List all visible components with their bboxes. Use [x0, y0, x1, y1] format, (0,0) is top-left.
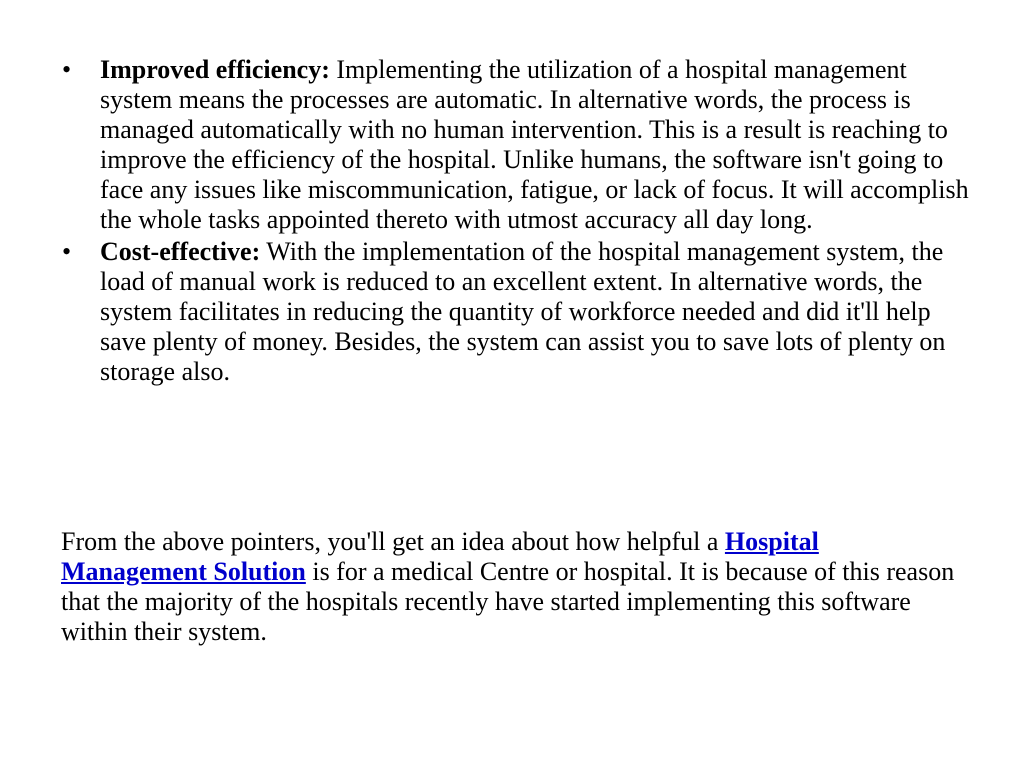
- bullet-text: With the implementation of the hospital management system, the load of manual work is reduced to an excellent extent. In alternative words, the system facilitates in reducing the quantity of workforce needed and did it'll help save plenty of money. Besides, the system can assist you to save lots of plenty on storage also.: [100, 237, 946, 386]
- hospital-management-solution-link[interactable]: Hospital Management Solution: [61, 527, 819, 586]
- bullet-text: Implementing the utilization of a hospital management system means the processes are automatic. In alternative words, the process is managed automatically with no human intervention. This is a result is reaching to improve the efficiency of the hospital. Unlike humans, the software isn't going to face any issues like miscommunication, fatigue, or lack of focus. It will accomplish the whole tasks appointed thereto with utmost accuracy all day long.: [100, 55, 969, 234]
- closing-paragraph: [61, 527, 961, 647]
- bullet-marker: •: [62, 237, 72, 266]
- bullet-list: [0, 55, 1024, 389]
- bullet-marker: •: [62, 55, 72, 84]
- bullet-term: Cost-effective:: [100, 237, 261, 266]
- bullet-item-cost-effective: [0, 237, 1000, 387]
- bullet-item-improved-efficiency: [0, 55, 1000, 235]
- bullet-term: Improved efficiency:: [100, 55, 330, 84]
- paragraph-text-after-link: is for a medical Centre or hospital. It is because of this reason that the majority of the hospitals recently have started implementing this software within their system.: [61, 557, 955, 646]
- paragraph-text-before-link: From the above pointers, you'll get an idea about how helpful a: [61, 527, 725, 556]
